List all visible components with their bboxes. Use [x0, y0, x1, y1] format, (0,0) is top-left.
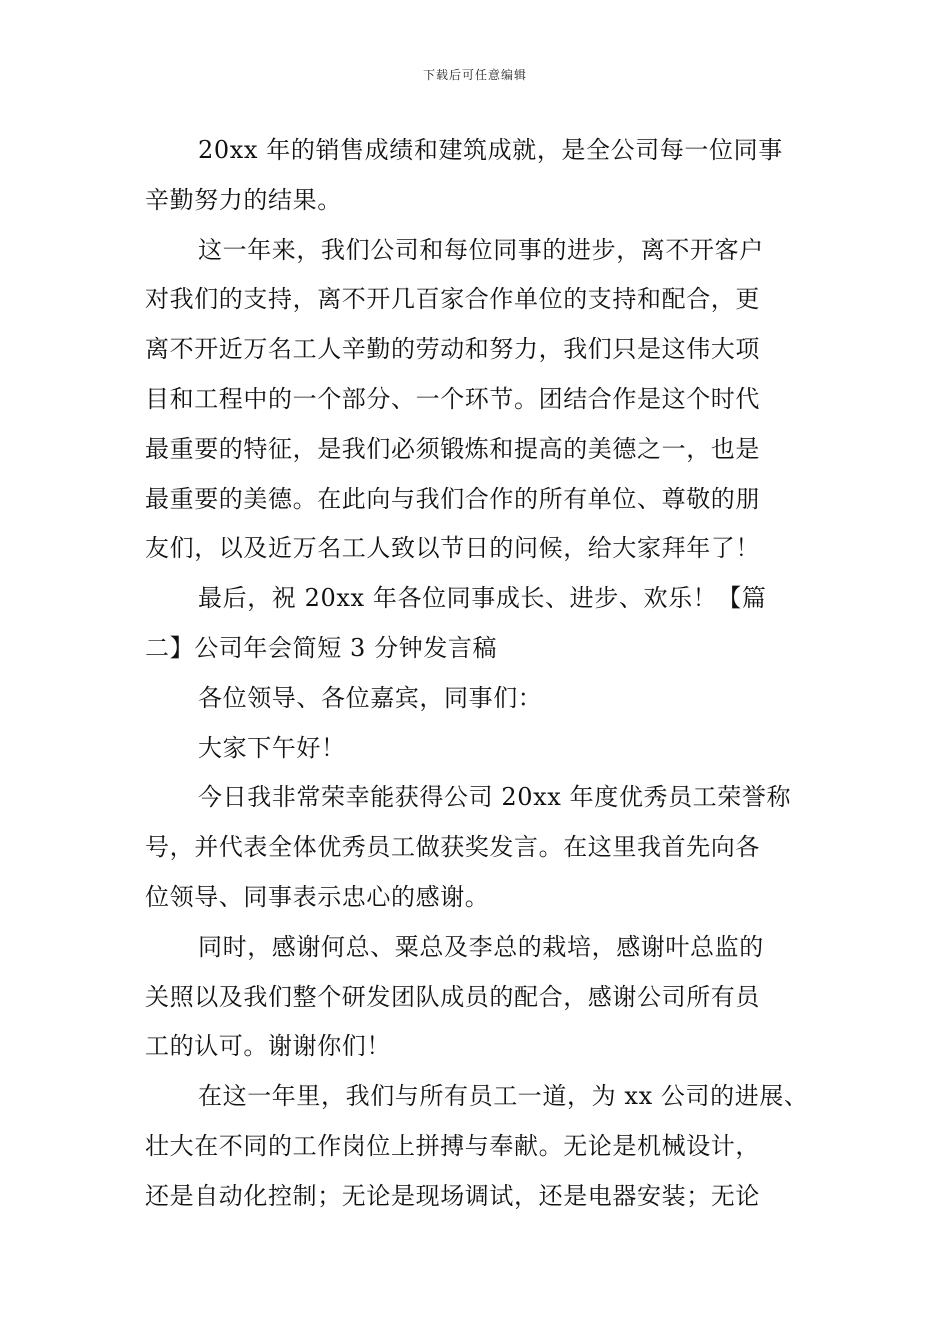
salutation-line: 各位领导、各位嘉宾，同事们：	[198, 683, 543, 712]
paragraph-line: 对我们的支持，离不开几百家合作单位的支持和配合，更	[145, 285, 760, 314]
paragraph-line: 同时，感谢何总、粟总及李总的栽培，感谢叶总监的	[198, 932, 764, 961]
paragraph-line: 在这一年里，我们与所有员工一道，为 xx 公司的进展、	[198, 1082, 809, 1111]
paragraph-line: 今日我非常荣幸能获得公司 20xx 年度优秀员工荣誉称	[198, 783, 792, 812]
header-note: 下载后可任意编辑	[422, 68, 527, 82]
paragraph-line: 号，并代表全体优秀员工做获奖发言。在这里我首先向各	[145, 833, 760, 862]
paragraph-line: 位领导、同事表示忠心的感谢。	[145, 882, 490, 911]
paragraph-line: 这一年来，我们公司和每位同事的进步，离不开客户	[198, 235, 764, 264]
paragraph-line: 最重要的美德。在此向与我们合作的所有单位、尊敬的朋	[145, 484, 760, 513]
paragraph-line: 辛勤努力的结果。	[145, 185, 342, 214]
paragraph-line: 友们，以及近万名工人致以节日的问候，给大家拜年了！	[145, 534, 760, 563]
paragraph-line: 最重要的特征，是我们必须锻炼和提高的美德之一，也是	[145, 434, 760, 463]
paragraph-line: 最后，祝 20xx 年各位同事成长、进步、欢乐！【篇	[198, 584, 767, 613]
paragraph-line: 关照以及我们整个研发团队成员的配合，感谢公司所有员	[145, 982, 760, 1011]
paragraph-line: 还是自动化控制；无论是现场调试，还是电器安装；无论	[145, 1181, 760, 1210]
paragraph-line: 工的认可。谢谢你们！	[145, 1032, 391, 1061]
paragraph-line: 目和工程中的一个部分、一个环节。团结合作是这个时代	[145, 384, 760, 413]
document-body	[145, 126, 810, 1222]
paragraph-line: 离不开近万名工人辛勤的劳动和努力，我们只是这伟大项	[145, 335, 760, 364]
paragraph-line: 20xx 年的销售成绩和建筑成就，是全公司每一位同事	[198, 136, 783, 164]
paragraph-line: 壮大在不同的工作岗位上拼搏与奉献。无论是机械设计，	[145, 1131, 760, 1160]
greeting-line: 大家下午好！	[198, 733, 346, 762]
section-heading-line: 二】公司年会简短 3 分钟发言稿	[145, 633, 498, 662]
